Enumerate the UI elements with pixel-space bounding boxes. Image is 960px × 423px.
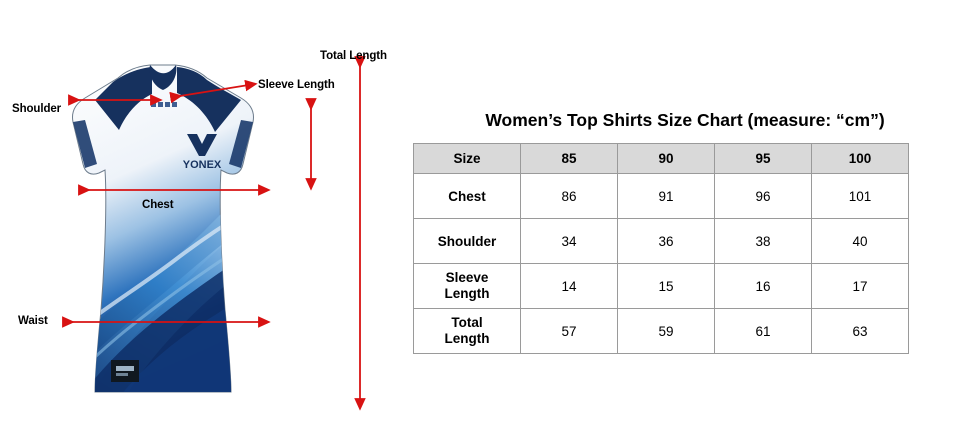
shirt-graphic [55, 60, 270, 405]
cell-shoulder-95: 38 [715, 219, 812, 264]
row-label-shoulder: Shoulder [414, 219, 521, 264]
row-label-line1: Total [451, 315, 483, 331]
annotation-waist: Waist [18, 315, 48, 327]
garment-diagram [0, 0, 410, 423]
row-label-chest: Chest [414, 174, 521, 219]
row-label-line1: Sleeve [445, 270, 489, 286]
table-header-row [414, 144, 909, 174]
row-label-sleeve-length [414, 264, 521, 309]
table-row [414, 174, 909, 219]
header-cell-95: 95 [715, 144, 812, 174]
cell-sleeve-85: 14 [521, 264, 618, 309]
cell-sleeve-100: 17 [812, 264, 909, 309]
cell-total-95: 61 [715, 309, 812, 354]
table-row [414, 309, 909, 354]
annotation-sleeve-length: Sleeve Length [258, 79, 335, 91]
annotation-chest: Chest [142, 199, 174, 211]
cell-chest-95: 96 [715, 174, 812, 219]
row-label-total-length [414, 309, 521, 354]
chart-title: Women’s Top Shirts Size Chart (measure: “cm”) [485, 110, 885, 130]
cell-total-85: 57 [521, 309, 618, 354]
size-chart-table [413, 143, 909, 354]
shirt-illustration [55, 60, 270, 405]
cell-total-100: 63 [812, 309, 909, 354]
row-label-line2: Length [444, 286, 490, 301]
table-row [414, 219, 909, 264]
cell-chest-100: 101 [812, 174, 909, 219]
header-cell-85: 85 [521, 144, 618, 174]
cell-shoulder-100: 40 [812, 219, 909, 264]
annotation-shoulder: Shoulder [12, 103, 62, 115]
header-cell-100: 100 [812, 144, 909, 174]
cell-shoulder-90: 36 [618, 219, 715, 264]
annotation-total-length: Total Length [320, 50, 387, 62]
size-chart-panel [410, 0, 960, 423]
cell-total-90: 59 [618, 309, 715, 354]
row-label-line2: Length [444, 331, 490, 346]
cell-chest-90: 91 [618, 174, 715, 219]
svg-text:YONEX: YONEX [182, 159, 222, 171]
cell-sleeve-90: 15 [618, 264, 715, 309]
table-row [414, 264, 909, 309]
cell-shoulder-85: 34 [521, 219, 618, 264]
cell-chest-85: 86 [521, 174, 618, 219]
header-cell-90: 90 [618, 144, 715, 174]
header-cell-size: Size [414, 144, 521, 174]
cell-sleeve-95: 16 [715, 264, 812, 309]
